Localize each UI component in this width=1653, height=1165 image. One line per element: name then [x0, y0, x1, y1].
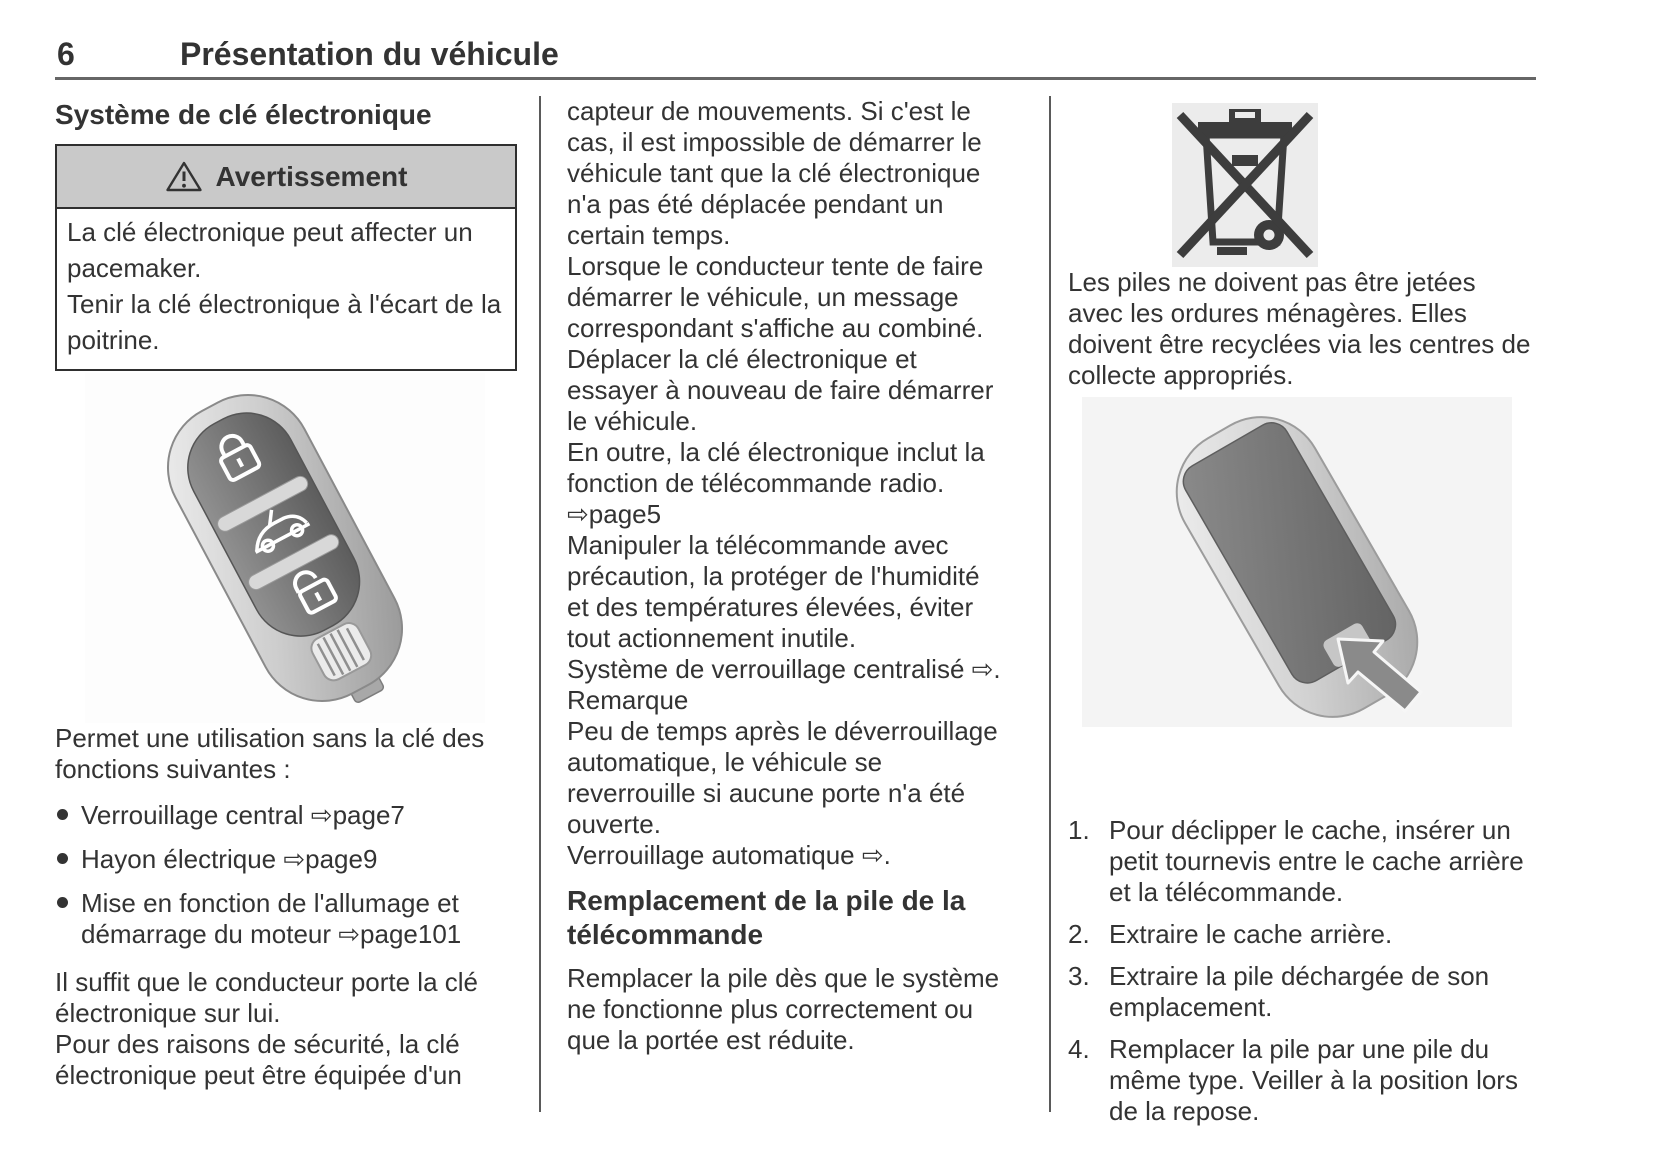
step-number: 4. — [1068, 1034, 1090, 1064]
list-item-text: Mise en fonction de l'allumage et démarrage du moteur ⇨page101 — [81, 888, 462, 949]
keyless-functions-intro: Permet une utilisation sans la clé des fonctions suivantes : — [55, 723, 485, 784]
column-divider — [1049, 96, 1051, 1112]
column-divider — [539, 96, 541, 1112]
header-rule — [55, 77, 1536, 80]
battery-recycling-note: Les piles ne doivent pas être jetées avec les ordures ménagères. Elles doivent être recyclées via les centres de collecte appropriés. — [1068, 267, 1531, 390]
bullet-icon — [57, 809, 68, 820]
body-text: Peu de temps après le déverrouillage automatique, le véhicule se reverrouille si aucune porte n'a été ouverte. — [567, 716, 998, 839]
step-text: Extraire le cache arrière. — [1109, 919, 1393, 949]
list-item-text: Hayon électrique ⇨page9 — [81, 844, 378, 874]
bullet-icon — [57, 853, 68, 864]
body-text: Lorsque le conducteur tente de faire démarrer le véhicule, un message correspondant s'affiche au combiné. Déplacer la clé électronique et essayer à nouveau de faire démarrer le véhicule. — [567, 251, 994, 436]
body-text-line: Il suffit que le conducteur porte la clé électronique sur lui. — [55, 967, 478, 1028]
note-label: Remarque — [567, 685, 689, 715]
keyless-functions-list — [55, 800, 517, 950]
warning-triangle-icon — [165, 160, 203, 193]
step-text: Extraire la pile déchargée de son emplacement. — [1109, 961, 1490, 1022]
body-text: Remplacer la pile dès que le système ne fonctionne plus correctement ou que la portée est réduite. — [567, 963, 1000, 1055]
warning-box — [55, 144, 517, 371]
body-text: Système de verrouillage centralisé ⇨. — [567, 654, 1001, 684]
warning-box-body — [57, 209, 515, 369]
step-text: Remplacer la pile par une pile du même type. Veiller à la position lors de la repose. — [1109, 1034, 1518, 1126]
column-right — [1068, 96, 1534, 1138]
step-number: 2. — [1068, 919, 1090, 949]
body-text: Manipuler la télécommande avec précaution, la protéger de l'humidité et des températures élevées, éviter tout actionnement inutile. — [567, 530, 980, 653]
warning-text-line: Tenir la clé électronique à l'écart de la poitrine. — [67, 289, 502, 355]
remote-key-front-illustration — [85, 373, 485, 723]
step-item — [1068, 815, 1534, 908]
list-item — [55, 888, 517, 950]
step-number: 3. — [1068, 961, 1090, 991]
bullet-icon — [57, 897, 68, 908]
body-text-line: Pour des raisons de sécurité, la clé électronique peut être équipée d'un — [55, 1029, 462, 1090]
body-text: En outre, la clé électronique inclut la fonction de télécommande radio. — [567, 437, 985, 498]
step-number: 1. — [1068, 815, 1090, 845]
section-heading-electronic-key: Système de clé électronique — [55, 99, 432, 130]
page-number: 6 — [57, 36, 75, 72]
section-heading-battery-replacement: Remplacement de la pile de la télécommande — [567, 885, 966, 950]
step-item — [1068, 961, 1534, 1023]
warning-text-line: La clé électronique peut affecter un pacemaker. — [67, 217, 473, 283]
list-item — [55, 800, 517, 831]
step-item — [1068, 919, 1534, 950]
body-paragraph — [55, 967, 517, 1091]
battery-replacement-steps — [1068, 815, 1534, 1127]
crossed-out-wheeled-bin-icon — [1172, 103, 1318, 267]
body-text: capteur de mouvements. Si c'est le cas, il est impossible de démarrer le véhicule tant que la clé électronique n'a pas été déplacée pendant un certain temps. — [567, 96, 982, 250]
remote-key-back-illustration — [1082, 397, 1512, 727]
warning-title: Avertissement — [215, 161, 408, 192]
step-item — [1068, 1034, 1534, 1127]
list-item — [55, 844, 517, 875]
page-title: Présentation du véhicule — [180, 36, 559, 72]
step-text: Pour déclipper le cache, insérer un petit tournevis entre le cache arrière et la télécommande. — [1109, 815, 1524, 907]
body-text: Verrouillage automatique ⇨. — [567, 840, 891, 870]
page-reference: ⇨page5 — [567, 499, 662, 529]
list-item-text: Verrouillage central ⇨page7 — [81, 800, 405, 830]
column-middle — [567, 96, 1003, 1138]
column-left — [55, 96, 517, 1138]
warning-box-header — [57, 146, 515, 209]
content-columns — [55, 96, 1534, 1138]
